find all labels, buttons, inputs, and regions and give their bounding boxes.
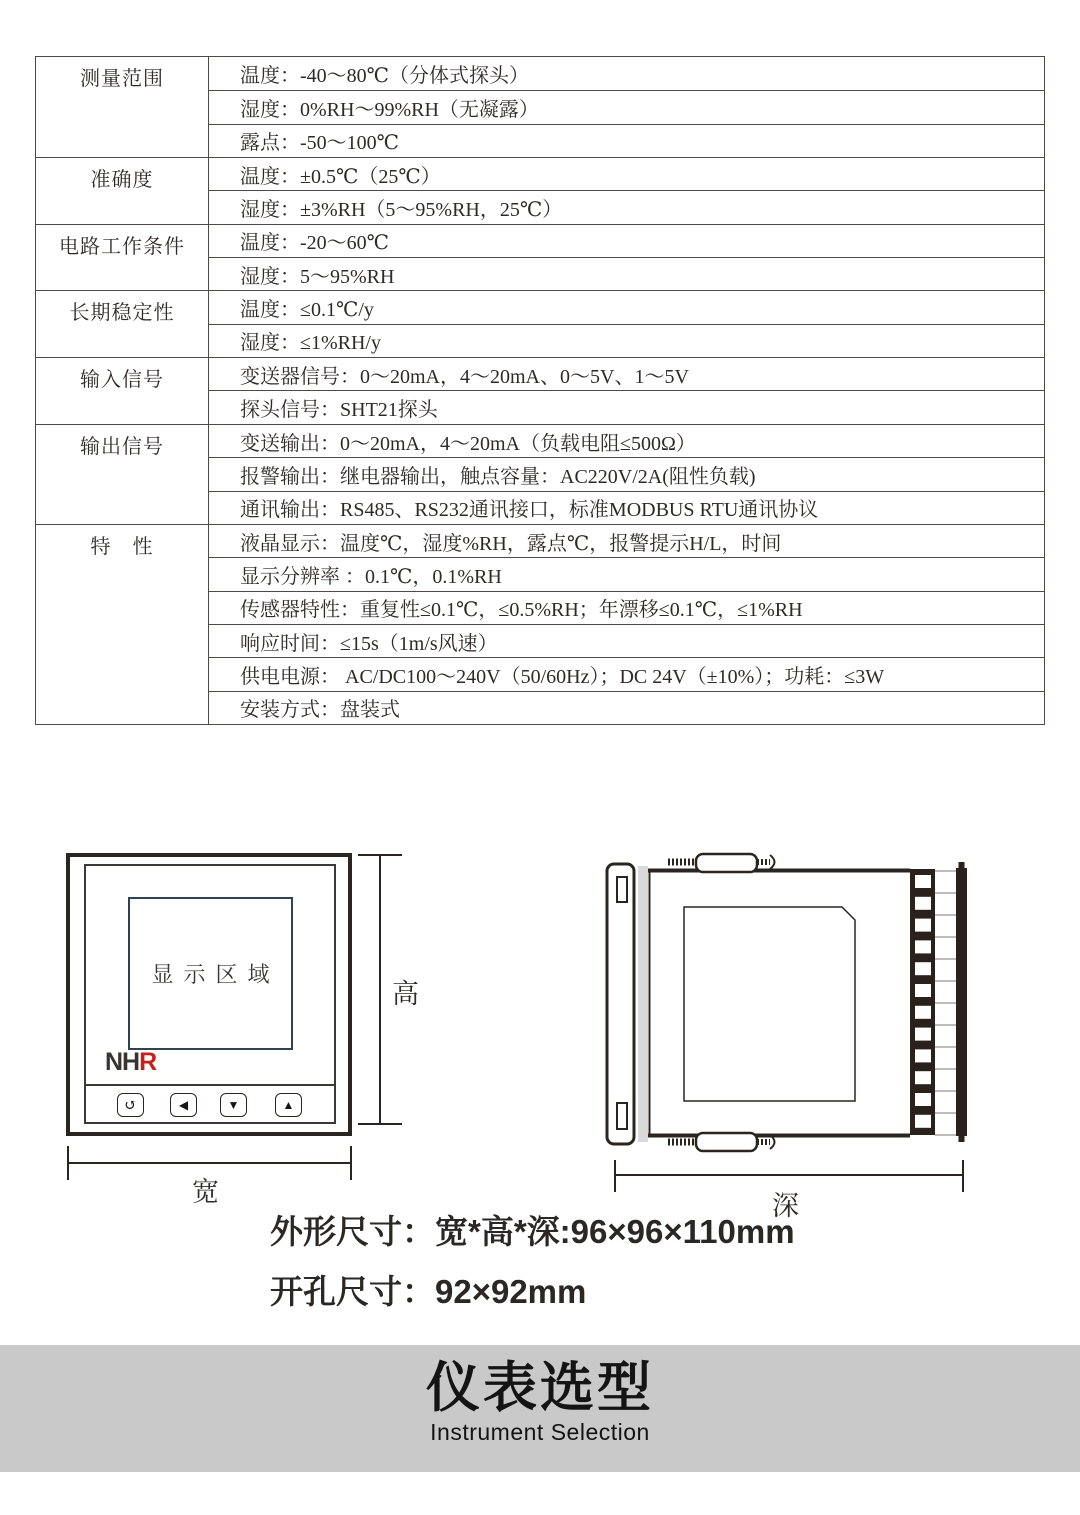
gasket-strip — [638, 866, 648, 1142]
front-panel-frame — [84, 864, 336, 1124]
depth-dim-label: 深 — [772, 1191, 799, 1221]
spec-row: 温度：≤0.1℃/y — [209, 290, 1044, 323]
device-left-button — [170, 1093, 197, 1117]
bottom-mounting-clamp — [696, 1133, 757, 1151]
device-return-button — [117, 1093, 144, 1117]
left-arrow-icon: ◀ — [178, 1097, 189, 1112]
logo-text-red: R — [139, 1048, 157, 1076]
device-up-button — [275, 1093, 302, 1117]
spec-row: 湿度：±3%RH（5～95%RH，25℃） — [209, 190, 1044, 223]
brand-logo — [105, 1048, 156, 1077]
up-arrow-icon: ▲ — [282, 1097, 295, 1112]
spec-row: 温度：±0.5℃（25℃） — [209, 157, 1044, 190]
device-down-button — [220, 1093, 247, 1117]
return-arrow-icon: ↺ — [124, 1097, 137, 1114]
spec-category: 长期稳定性 — [36, 290, 209, 357]
logo-text-dark: NH — [105, 1048, 140, 1076]
terminal-divider-lines — [935, 871, 956, 1135]
bezel-clip-bottom — [617, 1103, 627, 1129]
spec-row: 湿度：5～95%RH — [209, 257, 1044, 290]
bezel-clip-top — [617, 877, 627, 902]
terminal-cover-bar — [956, 868, 967, 1136]
down-arrow-icon: ▼ — [227, 1097, 240, 1112]
spec-category: 特 性 — [36, 524, 209, 724]
width-dim-tick-right — [350, 1146, 352, 1180]
spec-row: 湿度：≤1%RH/y — [209, 324, 1044, 357]
display-area: 显示区域 — [128, 897, 293, 1050]
spec-row: 探头信号：SHT21探头 — [209, 390, 1044, 423]
spec-row: 响应时间：≤15s（1m/s风速） — [209, 624, 1044, 657]
height-dim-label: 高 — [392, 979, 419, 1009]
height-dim-cap-bottom — [358, 1123, 402, 1125]
top-mounting-clamp — [696, 854, 757, 872]
banner-subtitle: Instrument Selection — [430, 1419, 650, 1445]
section-banner — [0, 1345, 1080, 1472]
spec-category: 电路工作条件 — [36, 224, 209, 291]
banner-title: 仪表选型 — [426, 1358, 654, 1418]
spec-table — [35, 56, 1045, 725]
inner-case-outline — [684, 907, 855, 1101]
spec-category: 准确度 — [36, 157, 209, 224]
spec-row: 露点：-50～100℃ — [209, 124, 1044, 157]
top-screw-head — [770, 855, 775, 869]
spec-category: 输出信号 — [36, 424, 209, 524]
cover-pin-bottom — [959, 1136, 965, 1142]
spec-row: 变送输出：0～20mA，4～20mA（负载电阻≤500Ω） — [209, 424, 1044, 457]
spec-category: 输入信号 — [36, 357, 209, 424]
width-dim-label: 宽 — [192, 1177, 219, 1207]
spec-row: 变送器信号：0～20mA，4～20mA、0～5V、1～5V — [209, 357, 1044, 390]
front-view-drawing — [66, 853, 352, 1136]
spec-row: 湿度：0%RH～99%RH（无凝露） — [209, 90, 1044, 123]
panel-divider — [84, 1084, 336, 1086]
side-view-drawing — [600, 846, 975, 1206]
spec-row: 液晶显示：温度℃，湿度%RH，露点℃，报警提示H/L，时间 — [209, 524, 1044, 557]
spec-row: 安装方式：盘装式 — [209, 691, 1044, 724]
width-dim-line — [67, 1162, 352, 1164]
outline-dimensions-text: 外形尺寸：宽*高*深:96×96×110mm — [270, 1213, 795, 1250]
spec-category: 测量范围 — [36, 57, 209, 157]
spec-row: 温度：-40～80℃（分体式探头） — [240, 65, 530, 88]
height-dim-line — [379, 854, 381, 1125]
spec-row: 供电电源： AC/DC100～240V（50/60Hz）；DC 24V（±10%）；功耗：≤3W — [209, 657, 1044, 690]
spec-row: 温度：-20～60℃ — [209, 224, 1044, 257]
spec-row: 报警输出：继电器输出，触点容量：AC220V/2A(阻性负载) — [209, 457, 1044, 490]
cutout-dimensions-text: 开孔尺寸：92×92mm — [270, 1273, 587, 1310]
spec-row: 传感器特性：重复性≤0.1℃，≤0.5%RH；年漂移≤0.1℃，≤1%RH — [209, 591, 1044, 624]
cover-pin-top — [959, 862, 965, 868]
spec-row: 显示分辨率 ：0.1℃，0.1%RH — [209, 557, 1044, 590]
spec-row: 通讯输出：RS485、RS232通讯接口，标准MODBUS RTU通讯协议 — [209, 491, 1044, 524]
